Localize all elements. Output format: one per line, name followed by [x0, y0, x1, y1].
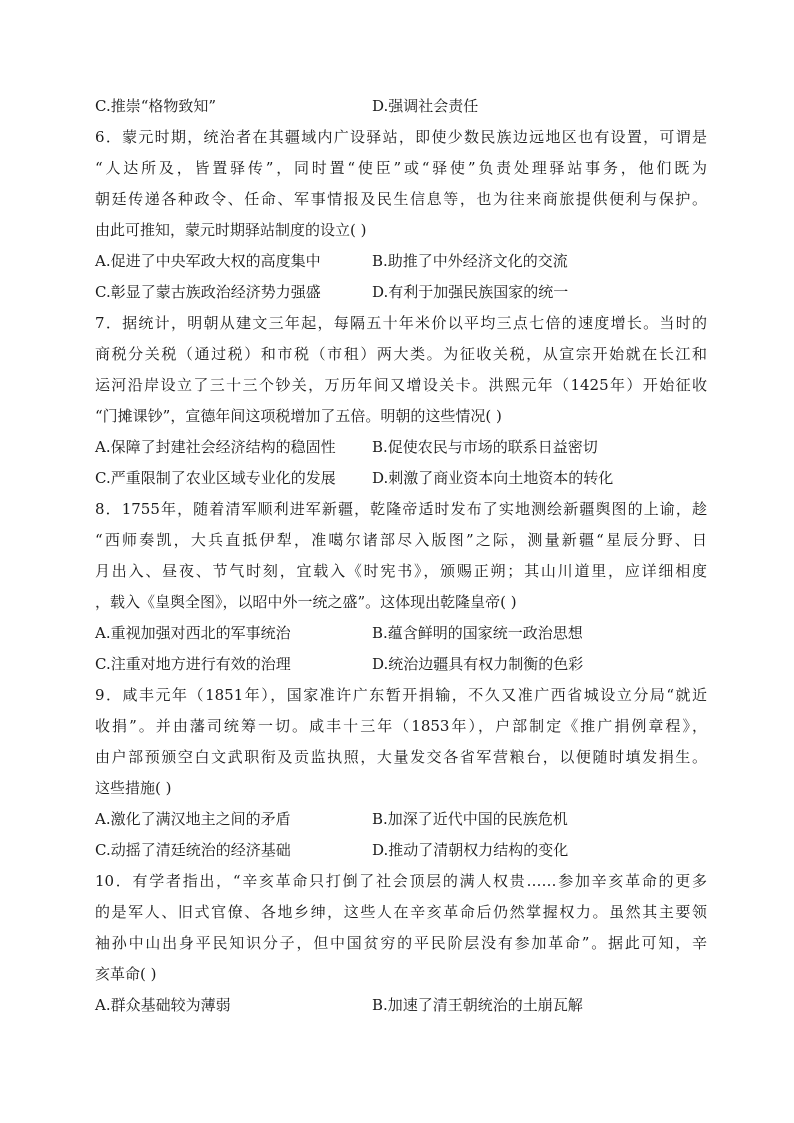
question-8-text-line: “西师奏凯，大兵直抵伊犁，准噶尔诸部尽入版图”之际，测量新疆“星辰分野、日 [95, 531, 707, 549]
option-b[interactable]: B.助推了中外经济文化的交流 [372, 252, 568, 270]
option-a[interactable]: A.促进了中央军政大权的高度集中 [95, 252, 321, 270]
question-8-stem-end: ，载入《皇舆全图》，以昭中外一统之盛”。这体现出乾隆皇帝( ) [95, 593, 517, 611]
option-b[interactable]: B.加速了清王朝统治的土崩瓦解 [372, 996, 583, 1014]
question-7-text-line: 运河沿岸设立了三十三个钞关，万历年间又增设关卡。洪熙元年（1425年）开始征收 [95, 376, 707, 394]
question-7-text-line: 7．据统计，明朝从建文三年起，每隔五十年米价以平均三点七倍的速度增长。当时的 [95, 314, 707, 332]
question-10-text-line: 袖孙中山出身平民知识分子，但中国贫穷的平民阶层没有参加革命”。据此可知，辛 [95, 934, 707, 952]
question-10-text-line: 的是军人、旧式官僚、各地乡绅，这些人在辛亥革命后仍然掌握权力。虽然其主要领 [95, 903, 707, 921]
option-d[interactable]: D.推动了清朝权力结构的变化 [372, 841, 569, 859]
options-row-q8-ab [95, 623, 707, 643]
question-6-stem-end: 由此可推知，蒙元时期驿站制度的设立( ) [95, 221, 367, 239]
options-row-q8-cd [95, 654, 707, 674]
option-b[interactable]: B.加深了近代中国的民族危机 [372, 810, 568, 828]
question-9-stem-end: 这些措施( ) [95, 779, 172, 797]
option-a[interactable]: A.激化了满汉地主之间的矛盾 [95, 810, 291, 828]
option-c[interactable]: C.推崇“格物致知” [95, 97, 217, 115]
options-row-q9-cd [95, 840, 707, 860]
options-row-q10-ab [95, 995, 707, 1015]
option-d[interactable]: D.有利于加强民族国家的统一 [372, 283, 569, 301]
option-a[interactable]: A.保障了封建社会经济结构的稳固性 [95, 438, 336, 456]
question-10-stem-end: 亥革命( ) [95, 965, 157, 983]
question-9-text-line: 由户部预颁空白文武职衔及贡监执照，大量发交各省军营粮台，以便随时填发捐生。 [95, 748, 707, 766]
question-6-text-line: “人达所及，皆置驿传”，同时置“使臣”或“驿使”负责处理驿站事务，他们既为 [95, 159, 707, 177]
option-d[interactable]: D.统治边疆具有权力制衡的色彩 [372, 655, 584, 673]
question-6-text-line: 朝廷传递各种政令、任命、军事情报及民生信息等，也为往来商旅提供便利与保护。 [95, 190, 707, 208]
question-8-text-line: 8．1755年，随着清军顺利进军新疆，乾隆帝适时发布了实地测绘新疆舆图的上谕，趁 [95, 500, 707, 518]
option-d[interactable]: D.强调社会责任 [372, 97, 479, 115]
option-a[interactable]: A.重视加强对西北的军事统治 [95, 624, 291, 642]
options-row-q7-ab [95, 437, 707, 457]
options-row-q6-cd [95, 282, 707, 302]
option-a[interactable]: A.群众基础较为薄弱 [95, 996, 231, 1014]
options-row-q6-ab [95, 251, 707, 271]
question-9-text-line: 9．咸丰元年（1851年），国家准许广东暂开捐输，不久又准广西省城设立分局“就近 [95, 686, 707, 704]
option-c[interactable]: C.彰显了蒙古族政治经济势力强盛 [95, 283, 321, 301]
options-row-q9-ab [95, 809, 707, 829]
option-b[interactable]: B.蕴含鲜明的国家统一政治思想 [372, 624, 583, 642]
options-row-q5-cd [95, 96, 707, 116]
option-c[interactable]: C.严重限制了农业区域专业化的发展 [95, 469, 336, 487]
question-10-text-line: 10．有学者指出，“辛亥革命只打倒了社会顶层的满人权贵……参加辛亥革命的更多 [95, 872, 707, 890]
question-7-text-line: 商税分关税（通过税）和市税（市租）两大类。为征收关税，从宣宗开始就在长江和 [95, 345, 707, 363]
option-c[interactable]: C.动摇了清廷统治的经济基础 [95, 841, 291, 859]
option-c[interactable]: C.注重对地方进行有效的治理 [95, 655, 291, 673]
question-8-text-line: 月出入、昼夜、节气时刻，宜载入《时宪书》，颁赐正朔；其山川道里，应详细相度 [95, 562, 707, 580]
question-7-stem-end: “门摊课钞”，宣德年间这项税增加了五倍。明朝的这些情况( ) [95, 407, 502, 425]
options-row-q7-cd [95, 468, 707, 488]
question-9-text-line: 收捐”。并由藩司统筹一切。咸丰十三年（1853年），户部制定《推广捐例章程》， [95, 717, 707, 735]
option-d[interactable]: D.刺激了商业资本向土地资本的转化 [372, 469, 614, 487]
question-6-text-line: 6．蒙元时期，统治者在其疆域内广设驿站，即使少数民族边远地区也有设置，可谓是 [95, 128, 707, 146]
option-b[interactable]: B.促使农民与市场的联系日益密切 [372, 438, 598, 456]
